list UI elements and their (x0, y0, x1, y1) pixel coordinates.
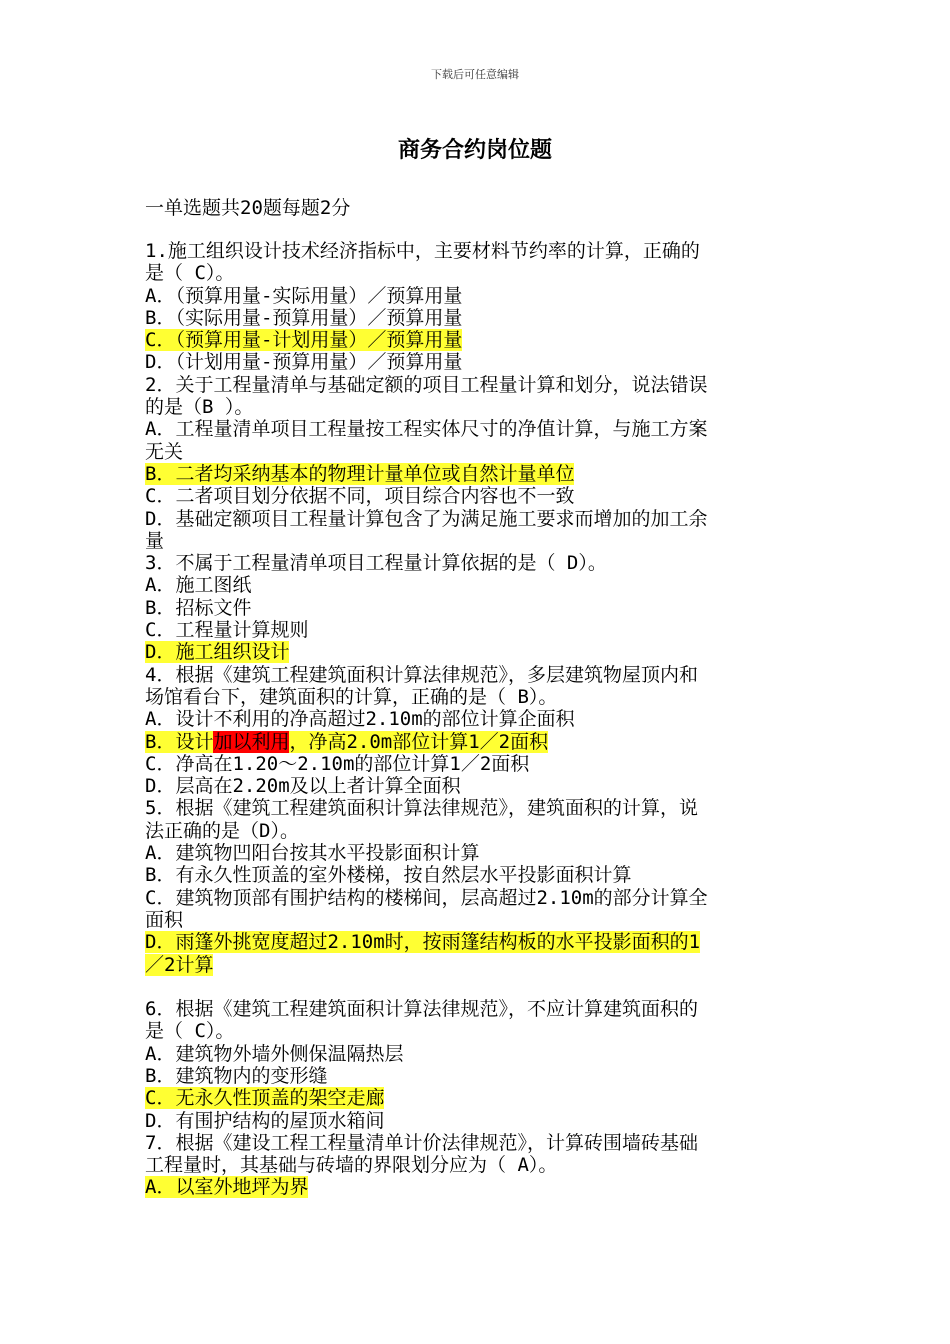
line-text: 是（ C）。 (145, 262, 235, 285)
text-line (145, 1176, 810, 1198)
text-line (145, 1132, 810, 1154)
line-text: B．招标文件 (145, 596, 252, 619)
highlighted-text: B．二者均采纳基本的物理计量单位或自然计量单位 (145, 462, 575, 485)
text-line (145, 887, 810, 909)
text-line (145, 396, 810, 418)
line-text: A．建筑物凹阳台按其水平投影面积计算 (145, 842, 480, 865)
question-list (145, 240, 810, 1199)
line-text: 3．不属于工程量清单项目工程量计算依据的是（ D）。 (145, 552, 607, 575)
line-text: 1.施工组织设计技术经济指标中，主要材料节约率的计算，正确的 (145, 240, 700, 262)
line-text: B．（实际用量-预算用量）／预算用量 (145, 306, 463, 329)
text-line (145, 463, 810, 485)
line-text: D．层高在2.20m及以上者计算全面积 (145, 775, 461, 798)
text-line (145, 797, 810, 819)
line-text: 4．根据《建筑工程建筑面积计算法律规范》，多层建筑物屋顶内和 (145, 663, 698, 686)
text-line (145, 1065, 810, 1087)
line-text: A．工程量清单项目工程量按工程实体尺寸的净值计算，与施工方案 (145, 418, 708, 441)
text-line (145, 1087, 810, 1109)
highlighted-text: ，净高2.0m部位计算1／2面积 (289, 730, 549, 753)
highlighted-text: C．（预算用量-计划用量）／预算用量 (145, 329, 463, 352)
line-text: D．有围护结构的屋顶水箱间 (145, 1109, 385, 1132)
text-line (145, 775, 810, 797)
text-line (145, 864, 810, 886)
text-line (145, 1110, 810, 1132)
line-text: A．建筑物外墙外侧保温隔热层 (145, 1042, 404, 1065)
text-line (145, 998, 810, 1020)
text-line (145, 976, 810, 998)
header-note: 下载后可任意编辑 (431, 68, 519, 81)
highlighted-text: ／2计算 (145, 953, 214, 976)
highlighted-text: C．无永久性顶盖的架空走廊 (145, 1087, 385, 1110)
highlighted-text: D．雨篷外挑宽度超过2.10m时，按雨篷结构板的水平投影面积的1 (145, 931, 701, 954)
text-line (145, 329, 810, 351)
text-line (145, 641, 810, 663)
highlighted-text-red: 加以利用 (213, 730, 290, 753)
text-line (145, 597, 810, 619)
text-line (145, 262, 810, 284)
text-line (145, 954, 810, 976)
text-line (145, 530, 810, 552)
line-text: 工程量时，其基础与砖墙的界限划分应为（ A）。 (145, 1154, 558, 1177)
line-text: C．二者项目划分依据不同，项目综合内容也不一致 (145, 485, 575, 508)
line-text: B．有永久性顶盖的室外楼梯，按自然层水平投影面积计算 (145, 864, 632, 887)
text-line (145, 485, 810, 507)
line-text: 7．根据《建设工程工程量清单计价法律规范》，计算砖围墙砖基础 (145, 1131, 698, 1154)
text-line (145, 1020, 810, 1042)
text-line (145, 664, 810, 686)
document-title: 商务合约岗位题 (397, 138, 552, 163)
line-text: 是（ C）。 (145, 1020, 235, 1043)
line-text: A．设计不利用的净高超过2.10m的部位计算企面积 (145, 708, 575, 731)
line-text: D．（计划用量-预算用量）／预算用量 (145, 351, 463, 374)
line-text: B．建筑物内的变形缝 (145, 1064, 328, 1087)
text-line (145, 619, 810, 641)
text-line (145, 1043, 810, 1065)
line-text: 无关 (145, 440, 184, 463)
text-line (145, 574, 810, 596)
line-text: 量 (145, 529, 165, 552)
text-line (145, 285, 810, 307)
text-line (145, 686, 810, 708)
text-line (145, 441, 810, 463)
line-text: 2．关于工程量清单与基础定额的项目工程量计算和划分，说法错误 (145, 373, 708, 396)
text-line (145, 552, 810, 574)
line-text: C．净高在1.20～2.10m的部位计算1／2面积 (145, 752, 530, 775)
text-line (145, 708, 810, 730)
text-line (145, 508, 810, 530)
highlighted-text: A．以室外地坪为界 (145, 1176, 309, 1199)
line-text: C．建筑物顶部有围护结构的楼梯间，层高超过2.10m的部分计算全 (145, 886, 708, 909)
line-text: A．（预算用量-实际用量）／预算用量 (145, 284, 463, 307)
line-text: 的是（B ）。 (145, 396, 254, 419)
line-text: A．施工图纸 (145, 574, 252, 597)
text-line (145, 842, 810, 864)
line-text: D．基础定额项目工程量计算包含了为满足施工要求而增加的加工余 (145, 507, 708, 530)
line-text: 场馆看台下，建筑面积的计算，正确的是（ B）。 (145, 685, 558, 708)
line-text: 5．根据《建筑工程建筑面积计算法律规范》，建筑面积的计算，说 (145, 797, 698, 820)
text-line (145, 820, 810, 842)
text-line (145, 307, 810, 329)
text-line (145, 240, 810, 262)
highlighted-text: B．设计 (145, 730, 214, 753)
text-line (145, 351, 810, 373)
text-line (145, 931, 810, 953)
text-line (145, 731, 810, 753)
text-line (145, 418, 810, 440)
line-text: 6．根据《建筑工程建筑面积计算法律规范》，不应计算建筑面积的 (145, 998, 698, 1021)
line-text: C．工程量计算规则 (145, 619, 309, 642)
text-line (145, 1154, 810, 1176)
text-line (145, 909, 810, 931)
text-line (145, 753, 810, 775)
text-line (145, 374, 810, 396)
line-text: 法正确的是（D）。 (145, 819, 299, 842)
line-text: 面积 (145, 908, 184, 931)
section-heading: 一单选题共20题每题2分 (145, 197, 351, 219)
highlighted-text: D．施工组织设计 (145, 641, 290, 664)
